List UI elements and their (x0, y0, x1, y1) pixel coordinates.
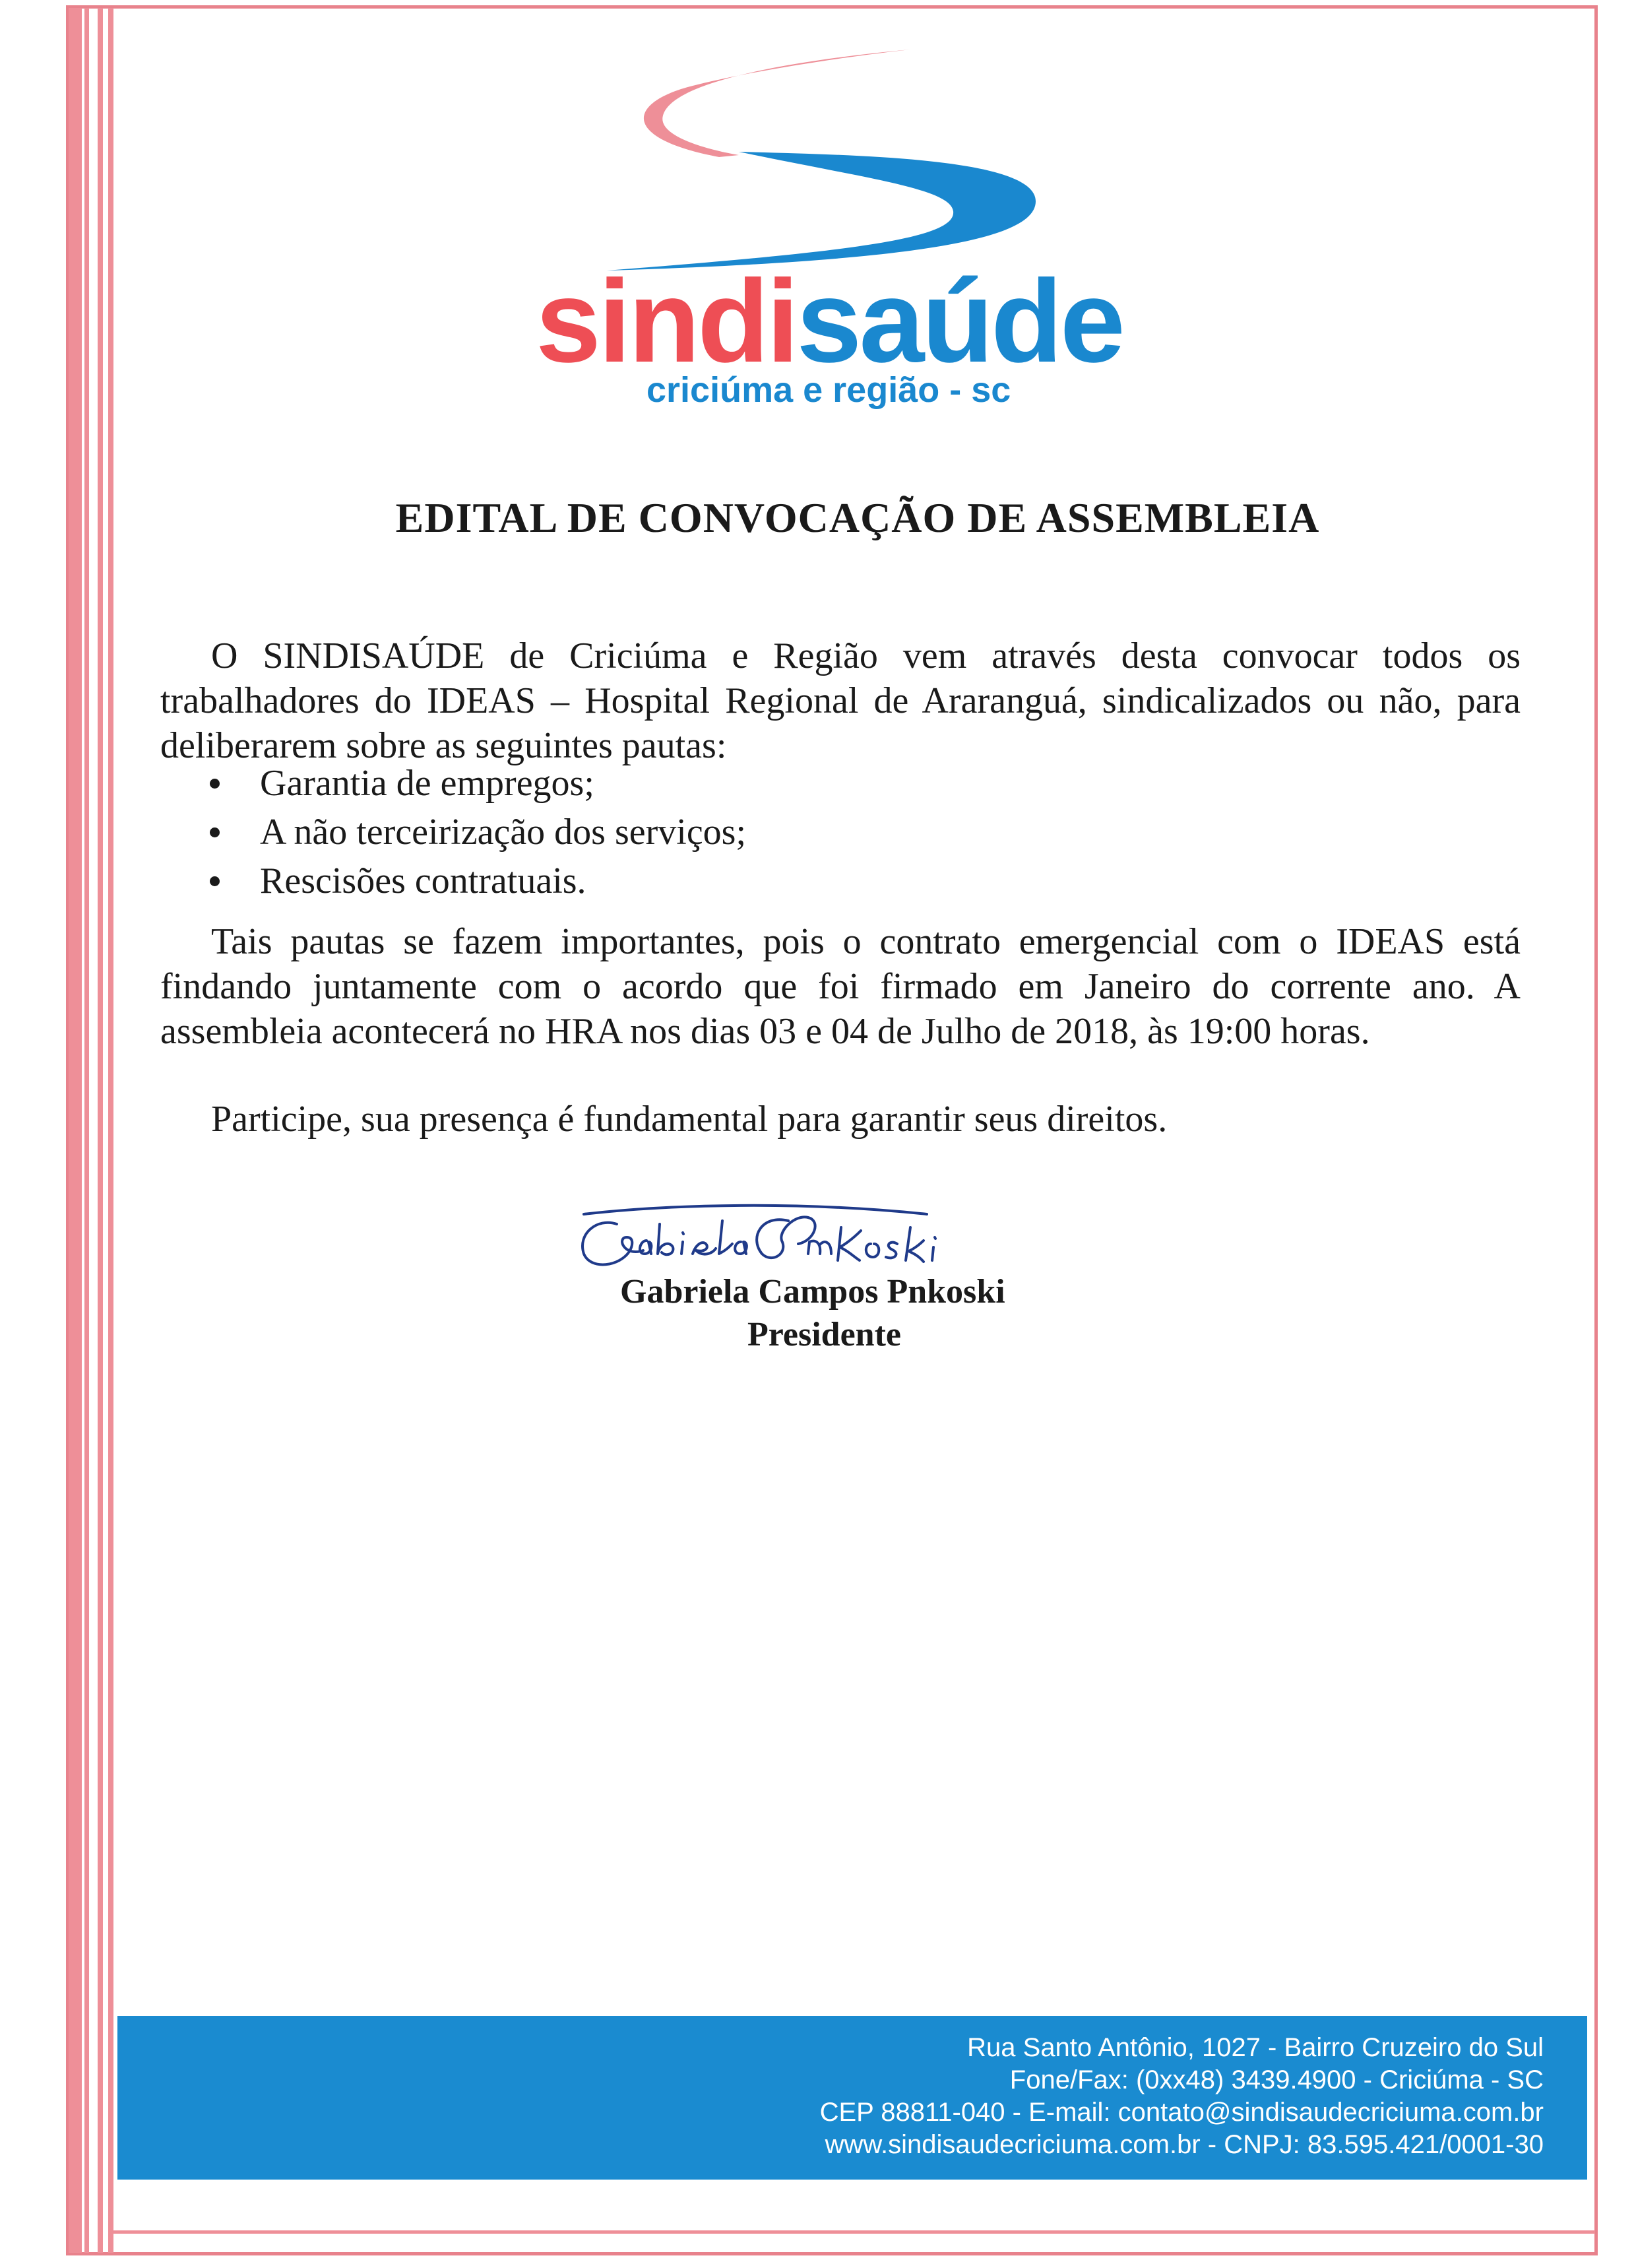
agenda-item-text: A não terceirização dos serviços; (260, 812, 747, 853)
left-stripe (69, 8, 82, 2253)
bullet-icon (210, 876, 220, 886)
footer-cep-email: CEP 88811-040 - E-mail: contato@sindisaudecriciuma.com.br (819, 2098, 1544, 2127)
agenda-item-text: Garantia de empregos; (260, 763, 594, 804)
bullet-icon (210, 779, 220, 789)
bottom-border-line (113, 2230, 1595, 2234)
logo-subtitle: criciúma e região - sc (646, 370, 1011, 410)
paragraph-details: Tais pautas se fazem importantes, pois o contrato emergencial com o IDEAS está findando juntamente com o acordo que foi firmado em Janeiro do corrente ano. A assembleia acontecerá no HRA nos dias 03 e 04 de Julho de 2018, às 19:00 horas. (160, 921, 1521, 1052)
agenda-item (210, 858, 1463, 907)
logo-name-part1: sindi (536, 255, 797, 387)
left-stripe (84, 8, 89, 2253)
agenda-list (210, 760, 1463, 907)
document-title: EDITAL DE CONVOCAÇÃO DE ASSEMBLEIA (395, 494, 1320, 541)
footer-phone: Fone/Fax: (0xx48) 3439.4900 - Criciúma - SC (1009, 2065, 1544, 2094)
footer-contact (820, 2032, 1544, 2161)
logo-name-part2: saúde (796, 255, 1123, 387)
signatory-role: Presidente (747, 1316, 901, 1353)
signatory-name: Gabriela Campos Pnkoski (620, 1273, 1005, 1311)
agenda-item-text: Rescisões contratuais. (260, 860, 586, 901)
left-stripe (108, 8, 113, 2253)
bullet-icon (210, 827, 220, 837)
agenda-item (210, 809, 1463, 858)
left-stripe (98, 8, 103, 2253)
sindisaude-logo-mark (521, 40, 1062, 290)
footer-address: Rua Santo Antônio, 1027 - Bairro Cruzeiro do Sul (967, 2033, 1544, 2062)
footer-website-cnpj: www.sindisaudecriciuma.com.br - CNPJ: 83.595.421/0001-30 (825, 2130, 1544, 2159)
paragraph-intro: O SINDISAÚDE de Criciúma e Região vem através desta convocar todos os trabalhadores do IDEAS – Hospital Regional de Araranguá, sindicalizados ou não, para deliberarem sobre as seguintes pautas: (160, 635, 1521, 766)
paragraph-closing: Participe, sua presença é fundamental para garantir seus direitos. (211, 1099, 1168, 1140)
agenda-item (210, 760, 1463, 809)
